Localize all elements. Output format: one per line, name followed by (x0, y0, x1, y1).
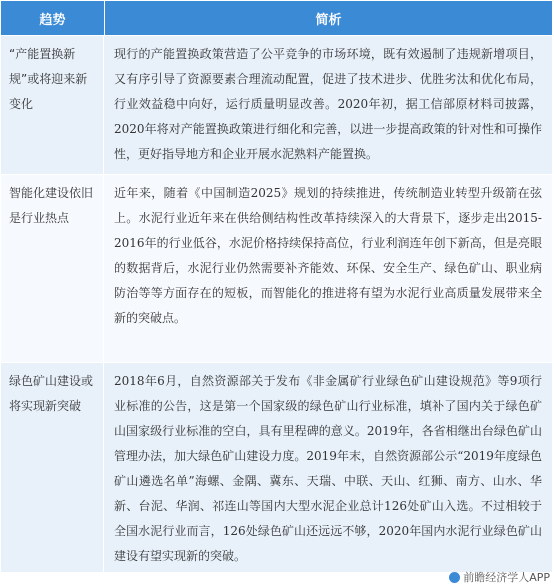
header-analysis: 简析 (315, 12, 342, 28)
source-label: 前瞻经济学人APP (463, 571, 550, 584)
header-trend: 趋势 (1, 1, 105, 35)
trend-cell: 智能化建设依旧是行业热点 (1, 175, 104, 362)
trend-cell: 绿色矿山建设或将实现新突破 (1, 363, 104, 572)
analysis-cell: 2018年6月，自然资源部关于发布《非金属矿行业绿色矿山建设规范》等9项行业标准的公告，这是第一个国家级的绿色矿山行业标准，填补了国内关于绿色矿山国家级行业标准的空白，具有里程碑的意义。2019年，各省相继出台绿色矿山管理办法，加大绿色矿山建设力度。2019年末，自然资源部公示“2019年度绿色矿山遴选名单”海螺、金隅、冀东、天瑞、中联、天山、红狮、南方、山水、华新、台泥、华润、祁连山等国内大型水泥企业总计126处矿山入选。不过相较于全国水泥行业而言，126处绿色矿山还远远不够，2020年国内水泥行业绿色矿山建设有望实现新的突破。 (114, 374, 542, 563)
table-header (1, 1, 552, 36)
trend-cell: “产能置换新规”或将迎来新变化 (1, 36, 104, 174)
brand-logo-icon (449, 572, 460, 583)
table-row (1, 175, 552, 363)
table-row (1, 363, 552, 573)
analysis-cell: 现行的产能置换政策营造了公平竞争的市场环境，既有效遏制了违规新增项目，又有序引导了资源要素合理流动配置，促进了技术进步、优胜劣汰和优化布局，行业效益稳中向好，运行质量明显改善。2020年初，据工信部原材料司披露，2020年将对产能置换政策进行细化和完善，以进一步提高政策的针对性和可操作性，更好指导地方和企业开展水泥熟料产能置换。 (114, 47, 542, 161)
analysis-cell: 近年来，随着《中国制造2025》规划的持续推进，传统制造业转型升级箭在弦上。水泥行业近年来在供给侧结构性改革持续深入的大背景下，逐步走出2015-2016年的行业低谷，水泥价格持续保持高位，行业利润连年创下新高，但是亮眼的数据背后，水泥行业仍然需要补齐能效、环保、安全生产、绿色矿山、职业病防治等等方面存在的短板，而智能化的推进将有望为水泥行业高质量发展带来全新的突破点。 (114, 186, 542, 325)
table-row (1, 36, 552, 175)
trend-table (1, 1, 552, 573)
source-footer (449, 569, 550, 585)
